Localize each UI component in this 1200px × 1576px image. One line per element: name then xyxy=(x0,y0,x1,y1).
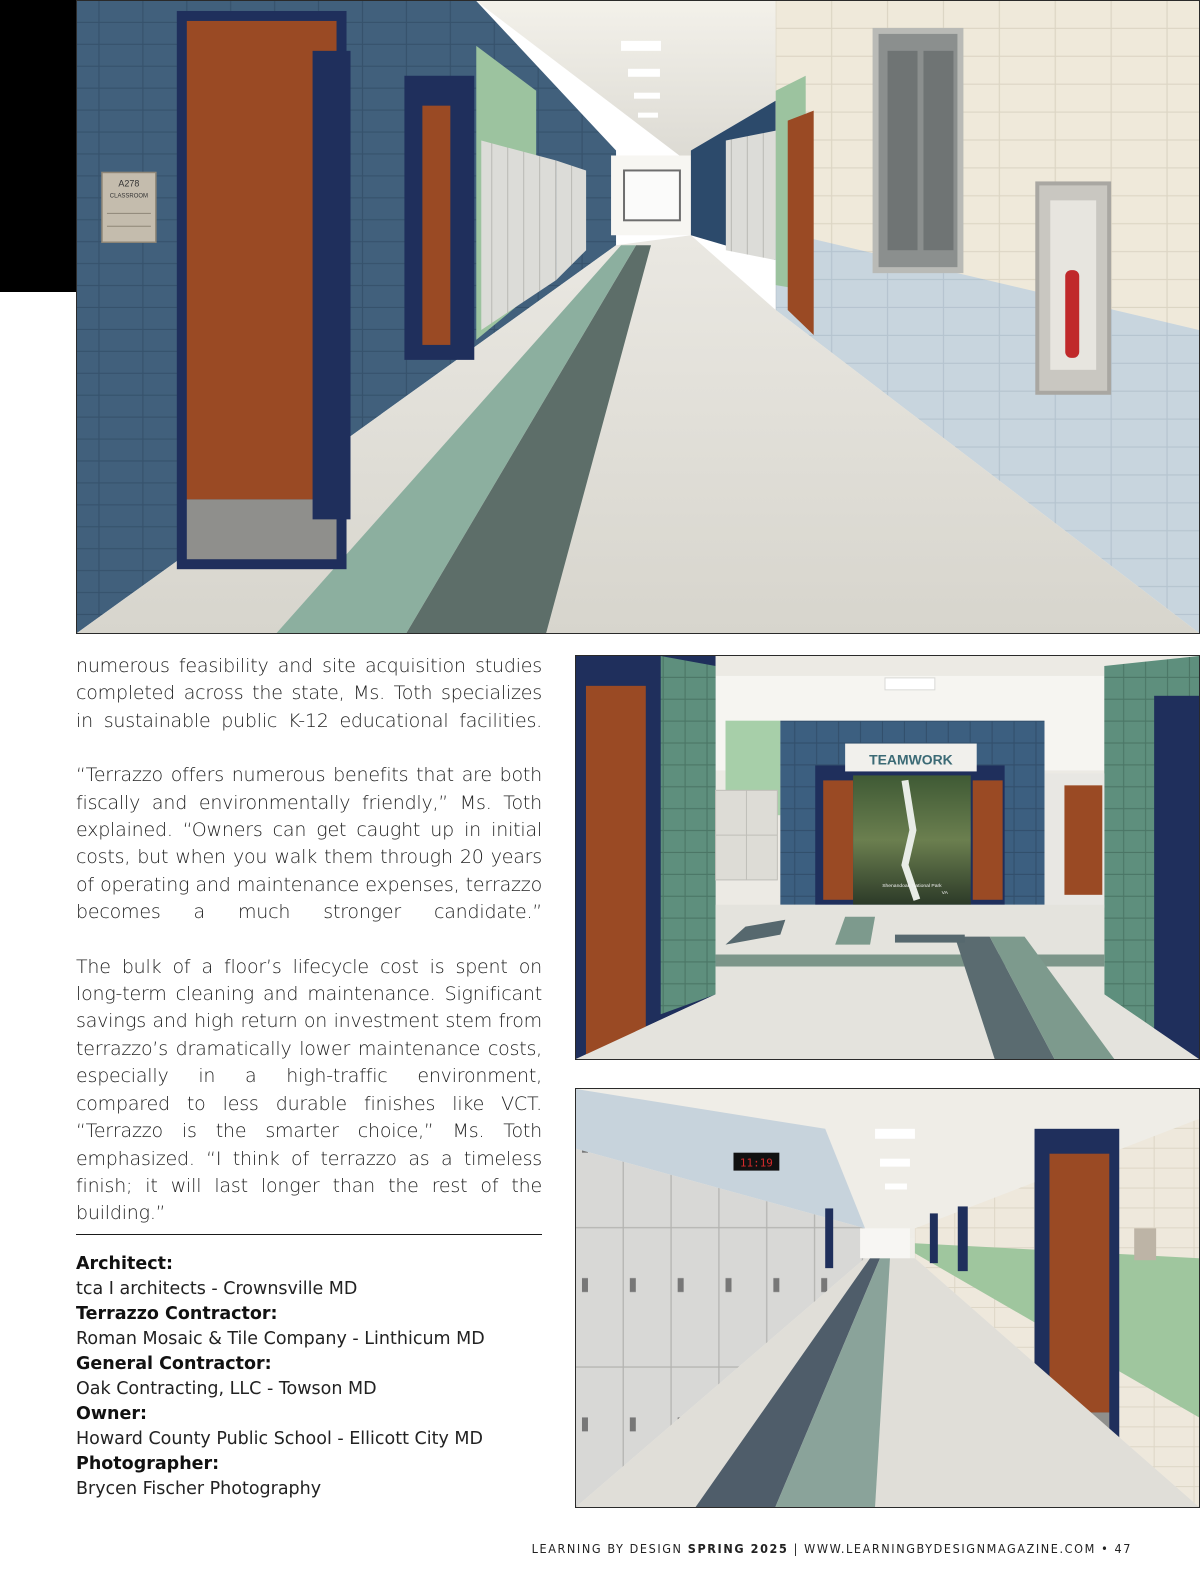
credit-value-photographer: Brycen Fischer Photography xyxy=(76,1479,322,1499)
credit-label-architect: Architect: xyxy=(76,1254,173,1274)
mural-caption-2: VA xyxy=(941,890,948,896)
hallway-photo-main xyxy=(76,0,1200,634)
door-sign-label: CLASSROOM xyxy=(109,193,148,200)
footer-website: WWW.LEARNINGBYDESIGNMAGAZINE.COM xyxy=(804,1541,1096,1556)
teamwork-sign: TEAMWORK xyxy=(869,751,953,768)
credit-value-architect: tca I architects - Crownsville MD xyxy=(76,1279,358,1299)
door-sign-number: A278 xyxy=(118,178,140,189)
credit-label-photographer: Photographer: xyxy=(76,1454,220,1474)
credit-label-owner: Owner: xyxy=(76,1404,147,1424)
paragraph-2: “Terrazzo offers numerous benefits that are both fiscally and environmentally friendly,” Ms. Toth explained. “Owners can get caught up in initial costs, but when you walk them through 20 years of operating and maintenance expenses, terrazzo becomes a much stronger candidate.” xyxy=(76,764,542,924)
footer-issue: SPRING 2025 xyxy=(687,1541,789,1556)
footer-bullet: • xyxy=(1101,1541,1110,1556)
paragraph-3: The bulk of a floor’s lifecycle cost is spent on long-term cleaning and maintenance. Significant savings and high return on investment stem from terrazzo’s dramatically lower maintenance costs, especially in a high-traffic environment, compared to less durable finishes like VCT. “Terrazzo is the smarter choice,” Ms. Toth emphasized. “I think of terrazzo as a timeless finish; it will last longer than the rest of the building.” xyxy=(76,955,542,1225)
mural-caption-1: Shenandoah National Park xyxy=(882,883,942,889)
credit-label-terrazzo-contractor: Terrazzo Contractor: xyxy=(76,1304,278,1324)
paragraph-1: numerous feasibility and site acquisition studies completed across the state, Ms. Toth specializes in sustainable public K-12 educational facilities. xyxy=(76,655,542,732)
page-footer xyxy=(532,1541,1132,1556)
credit-value-general-contractor: Oak Contracting, LLC - Towson MD xyxy=(76,1379,377,1399)
page-number: 47 xyxy=(1114,1541,1132,1556)
credit-value-owner: Howard County Public School - Ellicott City MD xyxy=(76,1429,483,1449)
credit-value-terrazzo-contractor: Roman Mosaic & Tile Company - Linthicum MD xyxy=(76,1329,485,1349)
credit-label-general-contractor: General Contractor: xyxy=(76,1354,272,1374)
black-corner-tab xyxy=(0,0,76,292)
hallway-clock: 11:19 xyxy=(739,1156,773,1170)
project-credits xyxy=(76,1252,556,1502)
hallway-photo-lockers xyxy=(575,1088,1200,1508)
credits-divider xyxy=(76,1234,542,1235)
hallway-photo-teamwork xyxy=(575,655,1200,1060)
footer-publication: LEARNING BY DESIGN xyxy=(531,1541,683,1556)
footer-separator: | xyxy=(793,1541,799,1556)
article-body xyxy=(76,653,542,1255)
